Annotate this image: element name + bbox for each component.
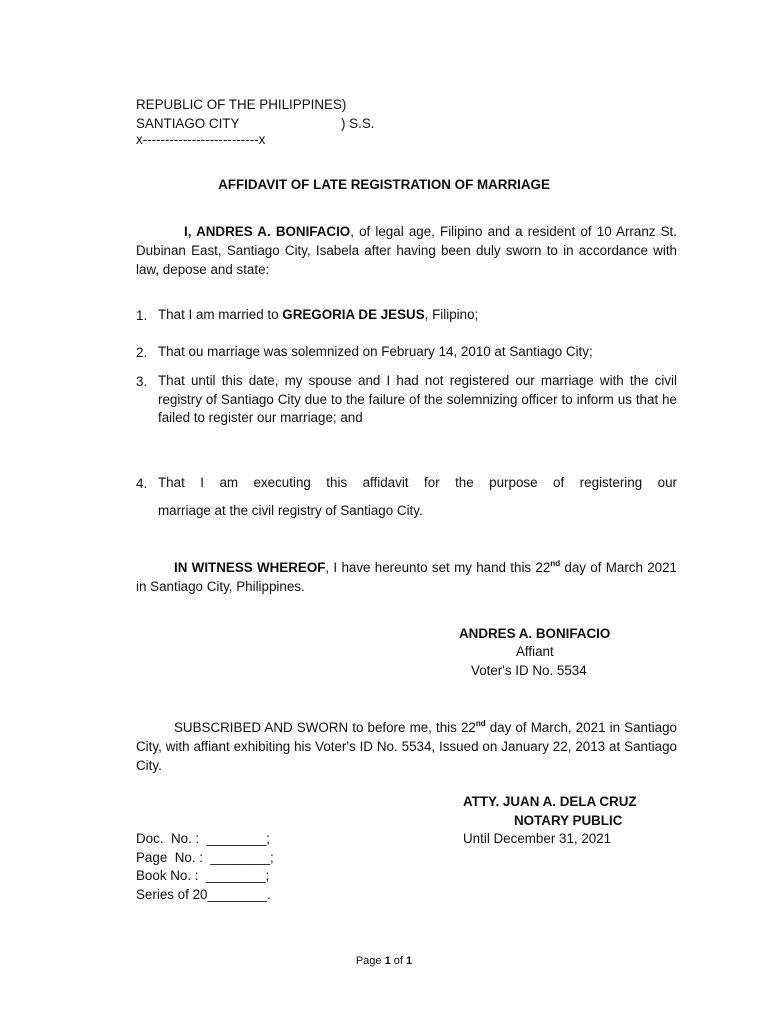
intro-paragraph <box>136 222 677 279</box>
item-1-number: 1. <box>136 308 148 323</box>
caption-city: SANTIAGO CITY <box>136 116 240 131</box>
affiant-id: Voter's ID No. 5534 <box>471 663 587 678</box>
jurat-text-2: day of March, 2021 in Santiago City, with affiant exhibiting his Voter's ID No. 5534, Issued on January 22, 2013 at Santiago City. <box>136 720 678 773</box>
jurat-text-1: SUBSCRIBED AND SWORN to before me, this 22 <box>174 720 476 735</box>
item-4-line-1: That I am executing this affidavit for the purpose of registering our <box>158 475 677 490</box>
affiant-name-inline: ANDRES A. BONIFACIO <box>196 224 351 239</box>
witness-heading: IN WITNESS WHEREOF <box>174 560 326 575</box>
page-total: 1 <box>406 955 413 967</box>
docket-page-no: Page No. : ________; <box>136 850 274 865</box>
notary-commission: Until December 31, 2021 <box>463 831 612 846</box>
page-indicator <box>0 955 768 967</box>
intro-rest: , of legal age, Filipino and a resident of 10 Arranz St. Dubinan East, Santiago City, Isabela after having been duly sworn to in accordance with law, depose and state: <box>136 224 677 277</box>
spouse-name: GREGORIA DE JESUS <box>282 307 425 322</box>
item-3-number: 3. <box>136 374 148 389</box>
item-3-text: That until this date, my spouse and I had not registered our marriage with the civil registry of Santiago City due to the failure of the solemnizing officer to inform us that he failed to register our marriage; and <box>158 373 677 425</box>
jurat-ordinal: nd <box>475 719 486 728</box>
item-2-text: That ou marriage was solemnized on February 14, 2010 at Santiago City; <box>158 344 593 359</box>
witness-paragraph <box>136 558 677 596</box>
caption-ss: ) S.S. <box>341 116 375 131</box>
caption-separator: x--------------------------x <box>136 132 266 147</box>
caption-republic: REPUBLIC OF THE PHILIPPINES) <box>136 97 347 112</box>
item-4-number: 4. <box>136 476 148 491</box>
document-title: AFFIDAVIT OF LATE REGISTRATION OF MARRIAGE <box>218 177 550 192</box>
page-current: 1 <box>384 955 391 967</box>
affiant-role: Affiant <box>516 644 554 659</box>
notary-name: ATTY. JUAN A. DELA CRUZ <box>463 794 637 809</box>
docket-doc-no: Doc. No. : ________; <box>136 831 270 846</box>
intro-prefix: I, <box>184 224 197 239</box>
docket-book-no: Book No. : ________; <box>136 868 270 883</box>
jurat-paragraph <box>136 718 677 775</box>
page-label: Page <box>355 955 385 967</box>
witness-text-2: day of March 2021 in Santiago City, Philippines. <box>136 560 677 594</box>
page-of: of <box>390 955 407 967</box>
witness-text-1: , I have hereunto set my hand this 22 <box>325 560 551 575</box>
item-1-text <box>158 306 677 325</box>
item-4-line-2: marriage at the civil registry of Santiago City. <box>158 503 423 518</box>
witness-ordinal: nd <box>550 559 561 568</box>
docket-series: Series of 20________. <box>136 887 271 902</box>
notary-title: NOTARY PUBLIC <box>514 813 623 828</box>
item-2-number: 2. <box>136 345 148 360</box>
item-1-before: That I am married to <box>158 307 283 322</box>
affiant-name: ANDRES A. BONIFACIO <box>459 626 611 641</box>
item-1-after: , Filipino; <box>424 307 479 322</box>
